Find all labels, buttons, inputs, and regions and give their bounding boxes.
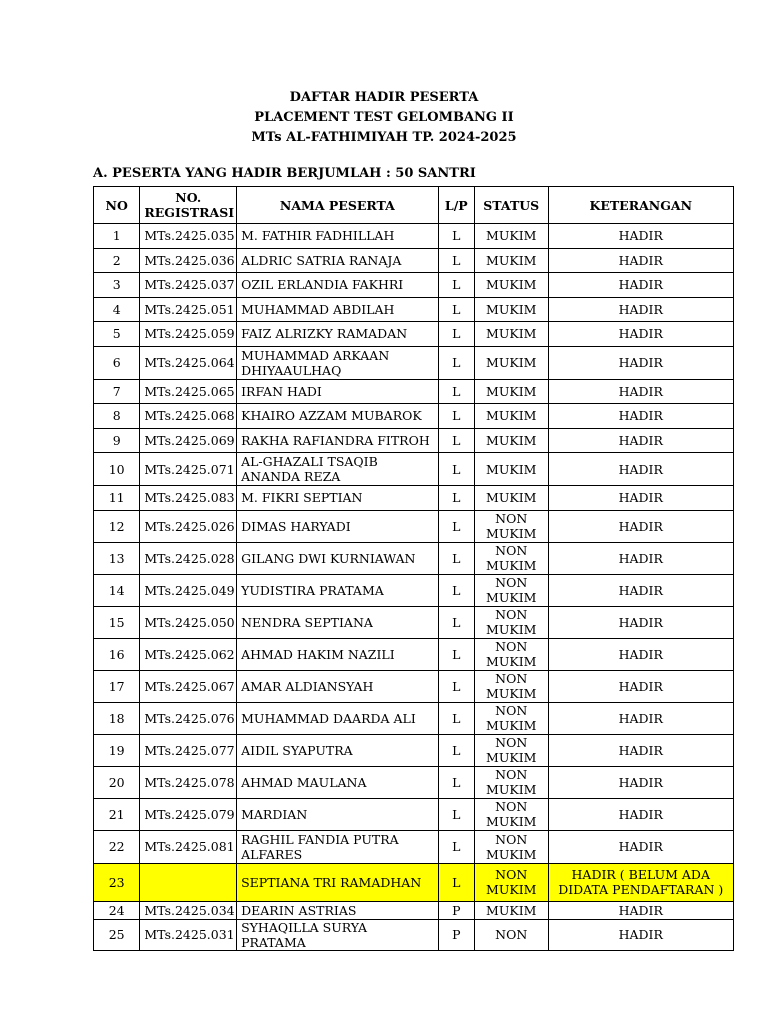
row-lp: L — [438, 486, 474, 511]
row-status: MUKIM — [474, 224, 548, 249]
row-lp: L — [438, 510, 474, 542]
table-row — [94, 346, 734, 379]
row-keterangan: HADIR ( BELUM ADA DIDATA PENDAFTARAN ) — [548, 863, 733, 901]
row-lp: L — [438, 734, 474, 766]
row-no: 8 — [94, 404, 140, 429]
table-row — [94, 830, 734, 863]
row-registrasi: MTs.2425.069 — [140, 428, 237, 453]
row-no: 14 — [94, 574, 140, 606]
row-no: 12 — [94, 510, 140, 542]
row-status: NON MUKIM — [474, 670, 548, 702]
row-lp: P — [438, 919, 474, 950]
row-nama: YUDISTIRA PRATAMA — [237, 574, 439, 606]
table-row — [94, 606, 734, 638]
row-nama: NENDRA SEPTIANA — [237, 606, 439, 638]
table-body — [94, 224, 734, 951]
row-status: MUKIM — [474, 346, 548, 379]
row-nama: AHMAD MAULANA — [237, 766, 439, 798]
attendance-table — [93, 186, 734, 951]
header-nama: NAMA PESERTA — [237, 187, 439, 224]
row-lp: L — [438, 542, 474, 574]
row-nama: OZIL ERLANDIA FAKHRI — [237, 273, 439, 298]
row-keterangan: HADIR — [548, 322, 733, 347]
row-lp: L — [438, 428, 474, 453]
row-keterangan: HADIR — [548, 273, 733, 298]
row-lp: L — [438, 346, 474, 379]
row-registrasi: MTs.2425.083 — [140, 486, 237, 511]
row-registrasi: MTs.2425.028 — [140, 542, 237, 574]
row-status: NON MUKIM — [474, 574, 548, 606]
row-no: 15 — [94, 606, 140, 638]
table-row — [94, 702, 734, 734]
row-nama: MUHAMMAD DAARDA ALI — [237, 702, 439, 734]
row-keterangan: HADIR — [548, 830, 733, 863]
table-row — [94, 322, 734, 347]
row-nama: AHMAD HAKIM NAZILI — [237, 638, 439, 670]
row-registrasi: MTs.2425.031 — [140, 919, 237, 950]
row-keterangan: HADIR — [548, 428, 733, 453]
table-row — [94, 734, 734, 766]
table-row — [94, 510, 734, 542]
table-row — [94, 901, 734, 919]
row-status: NON MUKIM — [474, 606, 548, 638]
table-row — [94, 379, 734, 404]
row-registrasi: MTs.2425.068 — [140, 404, 237, 429]
row-lp: L — [438, 248, 474, 273]
row-nama: GILANG DWI KURNIAWAN — [237, 542, 439, 574]
table-row — [94, 224, 734, 249]
row-lp: L — [438, 224, 474, 249]
row-status: NON MUKIM — [474, 542, 548, 574]
row-registrasi: MTs.2425.077 — [140, 734, 237, 766]
row-status: MUKIM — [474, 901, 548, 919]
row-registrasi: MTs.2425.026 — [140, 510, 237, 542]
row-status: MUKIM — [474, 297, 548, 322]
row-no: 17 — [94, 670, 140, 702]
row-keterangan: HADIR — [548, 670, 733, 702]
row-no: 6 — [94, 346, 140, 379]
header-status: STATUS — [474, 187, 548, 224]
header-lp: L/P — [438, 187, 474, 224]
row-registrasi: MTs.2425.049 — [140, 574, 237, 606]
row-no: 10 — [94, 453, 140, 486]
row-lp: L — [438, 766, 474, 798]
row-lp: L — [438, 670, 474, 702]
row-no: 3 — [94, 273, 140, 298]
row-no: 16 — [94, 638, 140, 670]
row-keterangan: HADIR — [548, 486, 733, 511]
table-row — [94, 428, 734, 453]
table-row — [94, 798, 734, 830]
row-status: MUKIM — [474, 322, 548, 347]
row-status: MUKIM — [474, 379, 548, 404]
section-heading: A. PESERTA YANG HADIR BERJUMLAH : 50 SANTRI — [93, 166, 476, 181]
row-nama: MUHAMMAD ABDILAH — [237, 297, 439, 322]
table-row — [94, 248, 734, 273]
row-keterangan: HADIR — [548, 766, 733, 798]
row-lp: L — [438, 830, 474, 863]
table-row — [94, 919, 734, 950]
row-keterangan: HADIR — [548, 453, 733, 486]
row-registrasi: MTs.2425.065 — [140, 379, 237, 404]
row-registrasi: MTs.2425.059 — [140, 322, 237, 347]
row-lp: L — [438, 638, 474, 670]
row-registrasi: MTs.2425.035 — [140, 224, 237, 249]
row-nama: IRFAN HADI — [237, 379, 439, 404]
row-keterangan: HADIR — [548, 798, 733, 830]
row-nama: MUHAMMAD ARKAAN DHIYAAULHAQ — [237, 346, 439, 379]
row-keterangan: HADIR — [548, 574, 733, 606]
row-lp: L — [438, 702, 474, 734]
header-registrasi: NO. REGISTRASI — [140, 187, 237, 224]
row-status: NON MUKIM — [474, 510, 548, 542]
row-keterangan: HADIR — [548, 404, 733, 429]
title-line-2: PLACEMENT TEST GELOMBANG II — [254, 110, 514, 125]
row-nama: M. FIKRI SEPTIAN — [237, 486, 439, 511]
row-no: 1 — [94, 224, 140, 249]
row-lp: L — [438, 273, 474, 298]
row-keterangan: HADIR — [548, 901, 733, 919]
row-lp: L — [438, 322, 474, 347]
row-keterangan: HADIR — [548, 224, 733, 249]
row-lp: L — [438, 404, 474, 429]
table-row — [94, 297, 734, 322]
table-row — [94, 486, 734, 511]
row-status: MUKIM — [474, 273, 548, 298]
row-nama: SEPTIANA TRI RAMADHAN — [237, 863, 439, 901]
row-lp: L — [438, 606, 474, 638]
row-registrasi: MTs.2425.076 — [140, 702, 237, 734]
row-nama: AIDIL SYAPUTRA — [237, 734, 439, 766]
row-no: 20 — [94, 766, 140, 798]
row-no: 9 — [94, 428, 140, 453]
row-lp: L — [438, 574, 474, 606]
row-keterangan: HADIR — [548, 919, 733, 950]
row-status: MUKIM — [474, 428, 548, 453]
table-header-row — [94, 187, 734, 224]
row-lp: L — [438, 863, 474, 901]
row-status: NON MUKIM — [474, 702, 548, 734]
row-keterangan: HADIR — [548, 379, 733, 404]
table-row — [94, 766, 734, 798]
row-no: 19 — [94, 734, 140, 766]
row-lp: P — [438, 901, 474, 919]
row-nama: SYHAQILLA SURYA PRATAMA — [237, 919, 439, 950]
row-no: 24 — [94, 901, 140, 919]
row-registrasi: MTs.2425.079 — [140, 798, 237, 830]
row-keterangan: HADIR — [548, 606, 733, 638]
row-keterangan: HADIR — [548, 248, 733, 273]
table-row — [94, 273, 734, 298]
row-registrasi: MTs.2425.034 — [140, 901, 237, 919]
table-row — [94, 670, 734, 702]
row-nama: DEARIN ASTRIAS — [237, 901, 439, 919]
row-registrasi: MTs.2425.078 — [140, 766, 237, 798]
row-registrasi: MTs.2425.050 — [140, 606, 237, 638]
row-nama: AL-GHAZALI TSAQIB ANANDA REZA — [237, 453, 439, 486]
row-no: 25 — [94, 919, 140, 950]
row-lp: L — [438, 379, 474, 404]
table-row — [94, 863, 734, 901]
row-registrasi: MTs.2425.067 — [140, 670, 237, 702]
row-registrasi: MTs.2425.081 — [140, 830, 237, 863]
row-no: 11 — [94, 486, 140, 511]
row-nama: KHAIRO AZZAM MUBAROK — [237, 404, 439, 429]
row-registrasi: MTs.2425.037 — [140, 273, 237, 298]
row-no: 2 — [94, 248, 140, 273]
table-row — [94, 404, 734, 429]
title-line-1: DAFTAR HADIR PESERTA — [289, 90, 479, 105]
row-status: NON MUKIM — [474, 830, 548, 863]
row-registrasi — [140, 863, 237, 901]
row-keterangan: HADIR — [548, 510, 733, 542]
row-nama: M. FATHIR FADHILLAH — [237, 224, 439, 249]
table-row — [94, 574, 734, 606]
row-status: NON MUKIM — [474, 638, 548, 670]
row-keterangan: HADIR — [548, 346, 733, 379]
row-status: NON MUKIM — [474, 798, 548, 830]
row-no: 7 — [94, 379, 140, 404]
row-lp: L — [438, 297, 474, 322]
row-no: 22 — [94, 830, 140, 863]
row-no: 4 — [94, 297, 140, 322]
row-status: NON MUKIM — [474, 766, 548, 798]
row-status: NON MUKIM — [474, 734, 548, 766]
row-keterangan: HADIR — [548, 734, 733, 766]
row-nama: RAKHA RAFIANDRA FITROH — [237, 428, 439, 453]
row-status: MUKIM — [474, 453, 548, 486]
row-status: MUKIM — [474, 248, 548, 273]
row-keterangan: HADIR — [548, 638, 733, 670]
row-lp: L — [438, 798, 474, 830]
table-row — [94, 638, 734, 670]
row-no: 21 — [94, 798, 140, 830]
row-nama: MARDIAN — [237, 798, 439, 830]
row-no: 13 — [94, 542, 140, 574]
row-status: NON — [474, 919, 548, 950]
header-keterangan: KETERANGAN — [548, 187, 733, 224]
table-row — [94, 542, 734, 574]
row-registrasi: MTs.2425.051 — [140, 297, 237, 322]
header-no: NO — [94, 187, 140, 224]
row-registrasi: MTs.2425.036 — [140, 248, 237, 273]
row-keterangan: HADIR — [548, 702, 733, 734]
row-keterangan: HADIR — [548, 297, 733, 322]
row-keterangan: HADIR — [548, 542, 733, 574]
row-registrasi: MTs.2425.064 — [140, 346, 237, 379]
row-nama: FAIZ ALRIZKY RAMADAN — [237, 322, 439, 347]
row-status: MUKIM — [474, 404, 548, 429]
row-status: NON MUKIM — [474, 863, 548, 901]
row-status: MUKIM — [474, 486, 548, 511]
row-nama: DIMAS HARYADI — [237, 510, 439, 542]
row-no: 5 — [94, 322, 140, 347]
document-titles — [0, 88, 768, 148]
row-nama: RAGHIL FANDIA PUTRA ALFARES — [237, 830, 439, 863]
row-registrasi: MTs.2425.071 — [140, 453, 237, 486]
table-row — [94, 453, 734, 486]
row-registrasi: MTs.2425.062 — [140, 638, 237, 670]
title-line-3: MTs AL-FATHIMIYAH TP. 2024-2025 — [251, 130, 517, 145]
row-nama: ALDRIC SATRIA RANAJA — [237, 248, 439, 273]
row-nama: AMAR ALDIANSYAH — [237, 670, 439, 702]
row-no: 18 — [94, 702, 140, 734]
row-no: 23 — [94, 863, 140, 901]
row-lp: L — [438, 453, 474, 486]
